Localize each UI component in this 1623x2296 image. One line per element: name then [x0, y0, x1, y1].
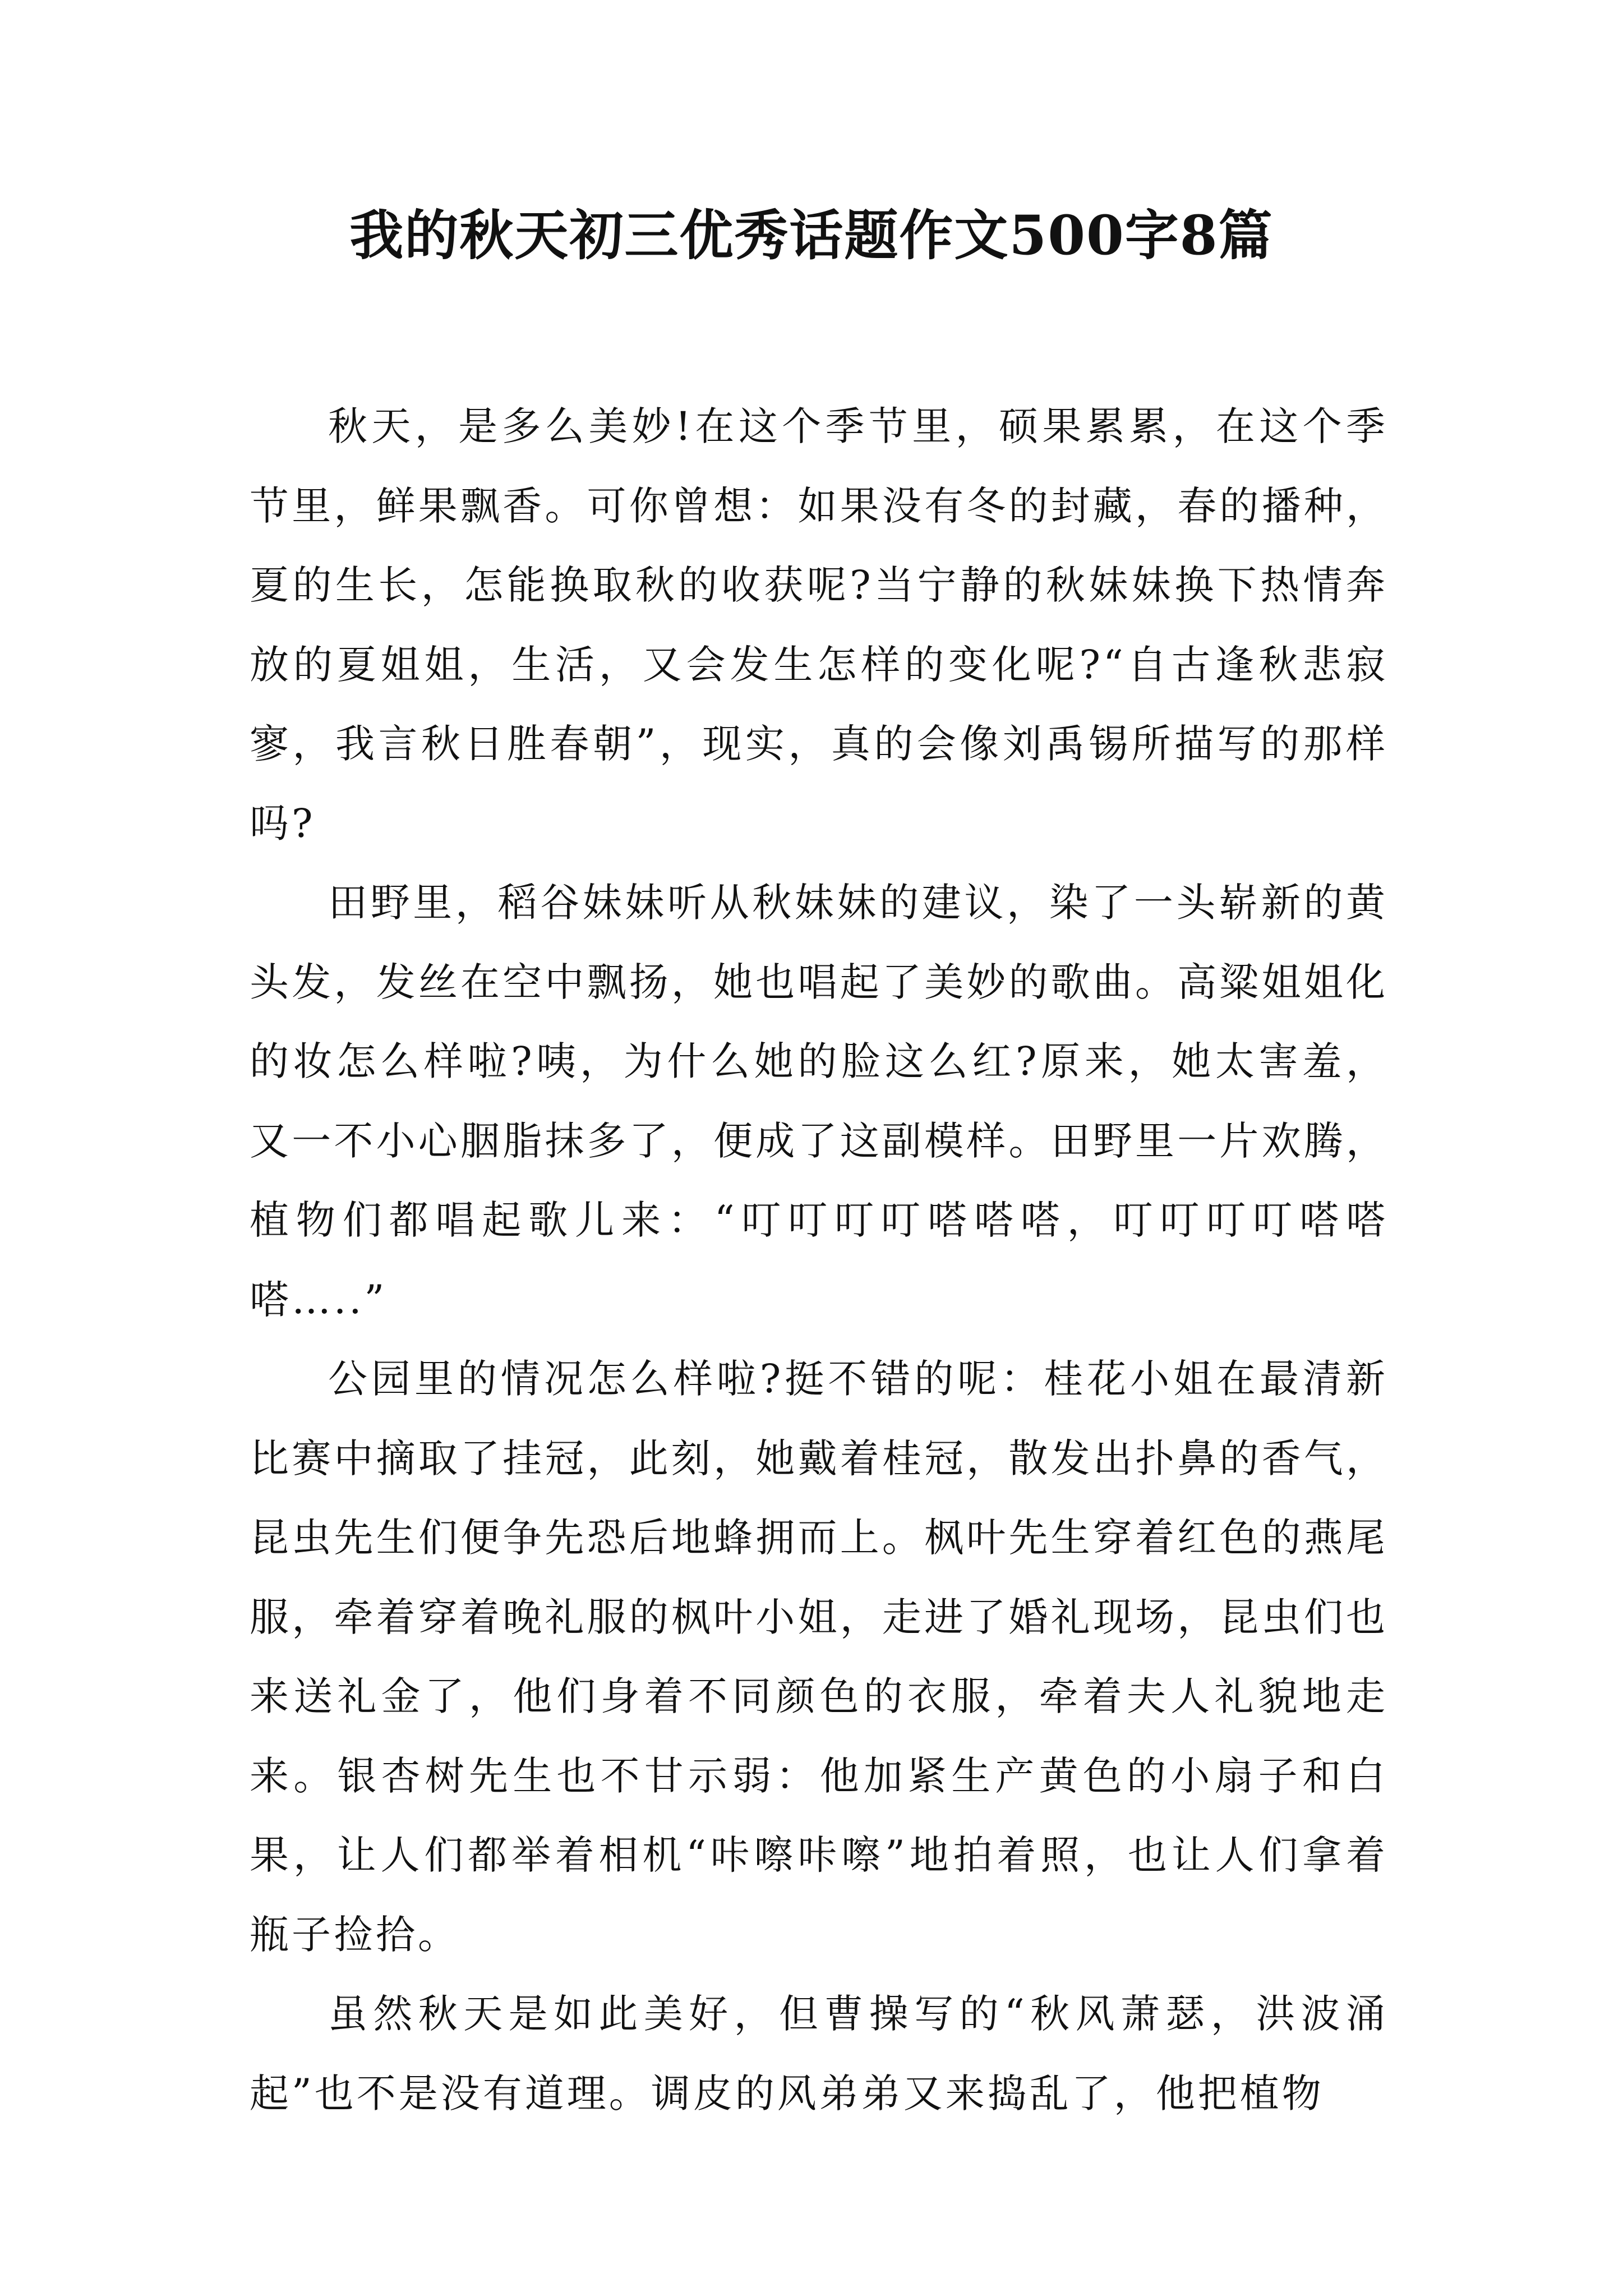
- paragraph-2: 田野里，稻谷妹妹听从秋妹妹的建议，染了一头崭新的黄头发，发丝在空中飘扬，她也唱起了美妙的歌曲。高粱姐姐化的妆怎么样啦?咦，为什么她的脸这么红?原来，她太害羞，又一不小心胭脂抹多了，便成了这副模样。田野里一片欢腾，植物们都唱起歌儿来：“叮叮叮叮嗒嗒嗒，叮叮叮叮嗒嗒嗒…..”: [250, 880, 1388, 1323]
- paragraph-1: 秋天，是多么美妙!在这个季节里，硕果累累，在这个季节里，鲜果飘香。可你曾想：如果没有冬的封藏，春的播种，夏的生长，怎能换取秋的收获呢?当宁静的秋妹妹换下热情奔放的夏姐姐，生活，又会发生怎样的变化呢?“自古逢秋悲寂寥，我言秋日胜春朝”，现实，真的会像刘禹锡所描写的那样吗?: [250, 403, 1388, 846]
- paragraph-4: 虽然秋天是如此美好，但曹操写的“秋风萧瑟，洪波涌起”也不是没有道理。调皮的风弟弟又来捣乱了，他把植物: [250, 1991, 1388, 2116]
- paragraph-3: 公园里的情况怎么样啦?挺不错的呢：桂花小姐在最清新比赛中摘取了挂冠，此刻，她戴着桂冠，散发出扑鼻的香气，昆虫先生们便争先恐后地蜂拥而上。枫叶先生穿着红色的燕尾服，牵着穿着晚礼服的枫叶小姐，走进了婚礼现场，昆虫们也来送礼金了，他们身着不同颜色的衣服，牵着夫人礼貌地走来。银杏树先生也不甘示弱：他加紧生产黄色的小扇子和白果，让人们都举着相机“咔嚓咔嚓”地拍着照，也让人们拿着瓶子捡拾。: [250, 1356, 1388, 1958]
- document-body: [250, 387, 1388, 2133]
- document-title: 我的秋天初三优秀话题作文500字8篇: [349, 204, 1274, 267]
